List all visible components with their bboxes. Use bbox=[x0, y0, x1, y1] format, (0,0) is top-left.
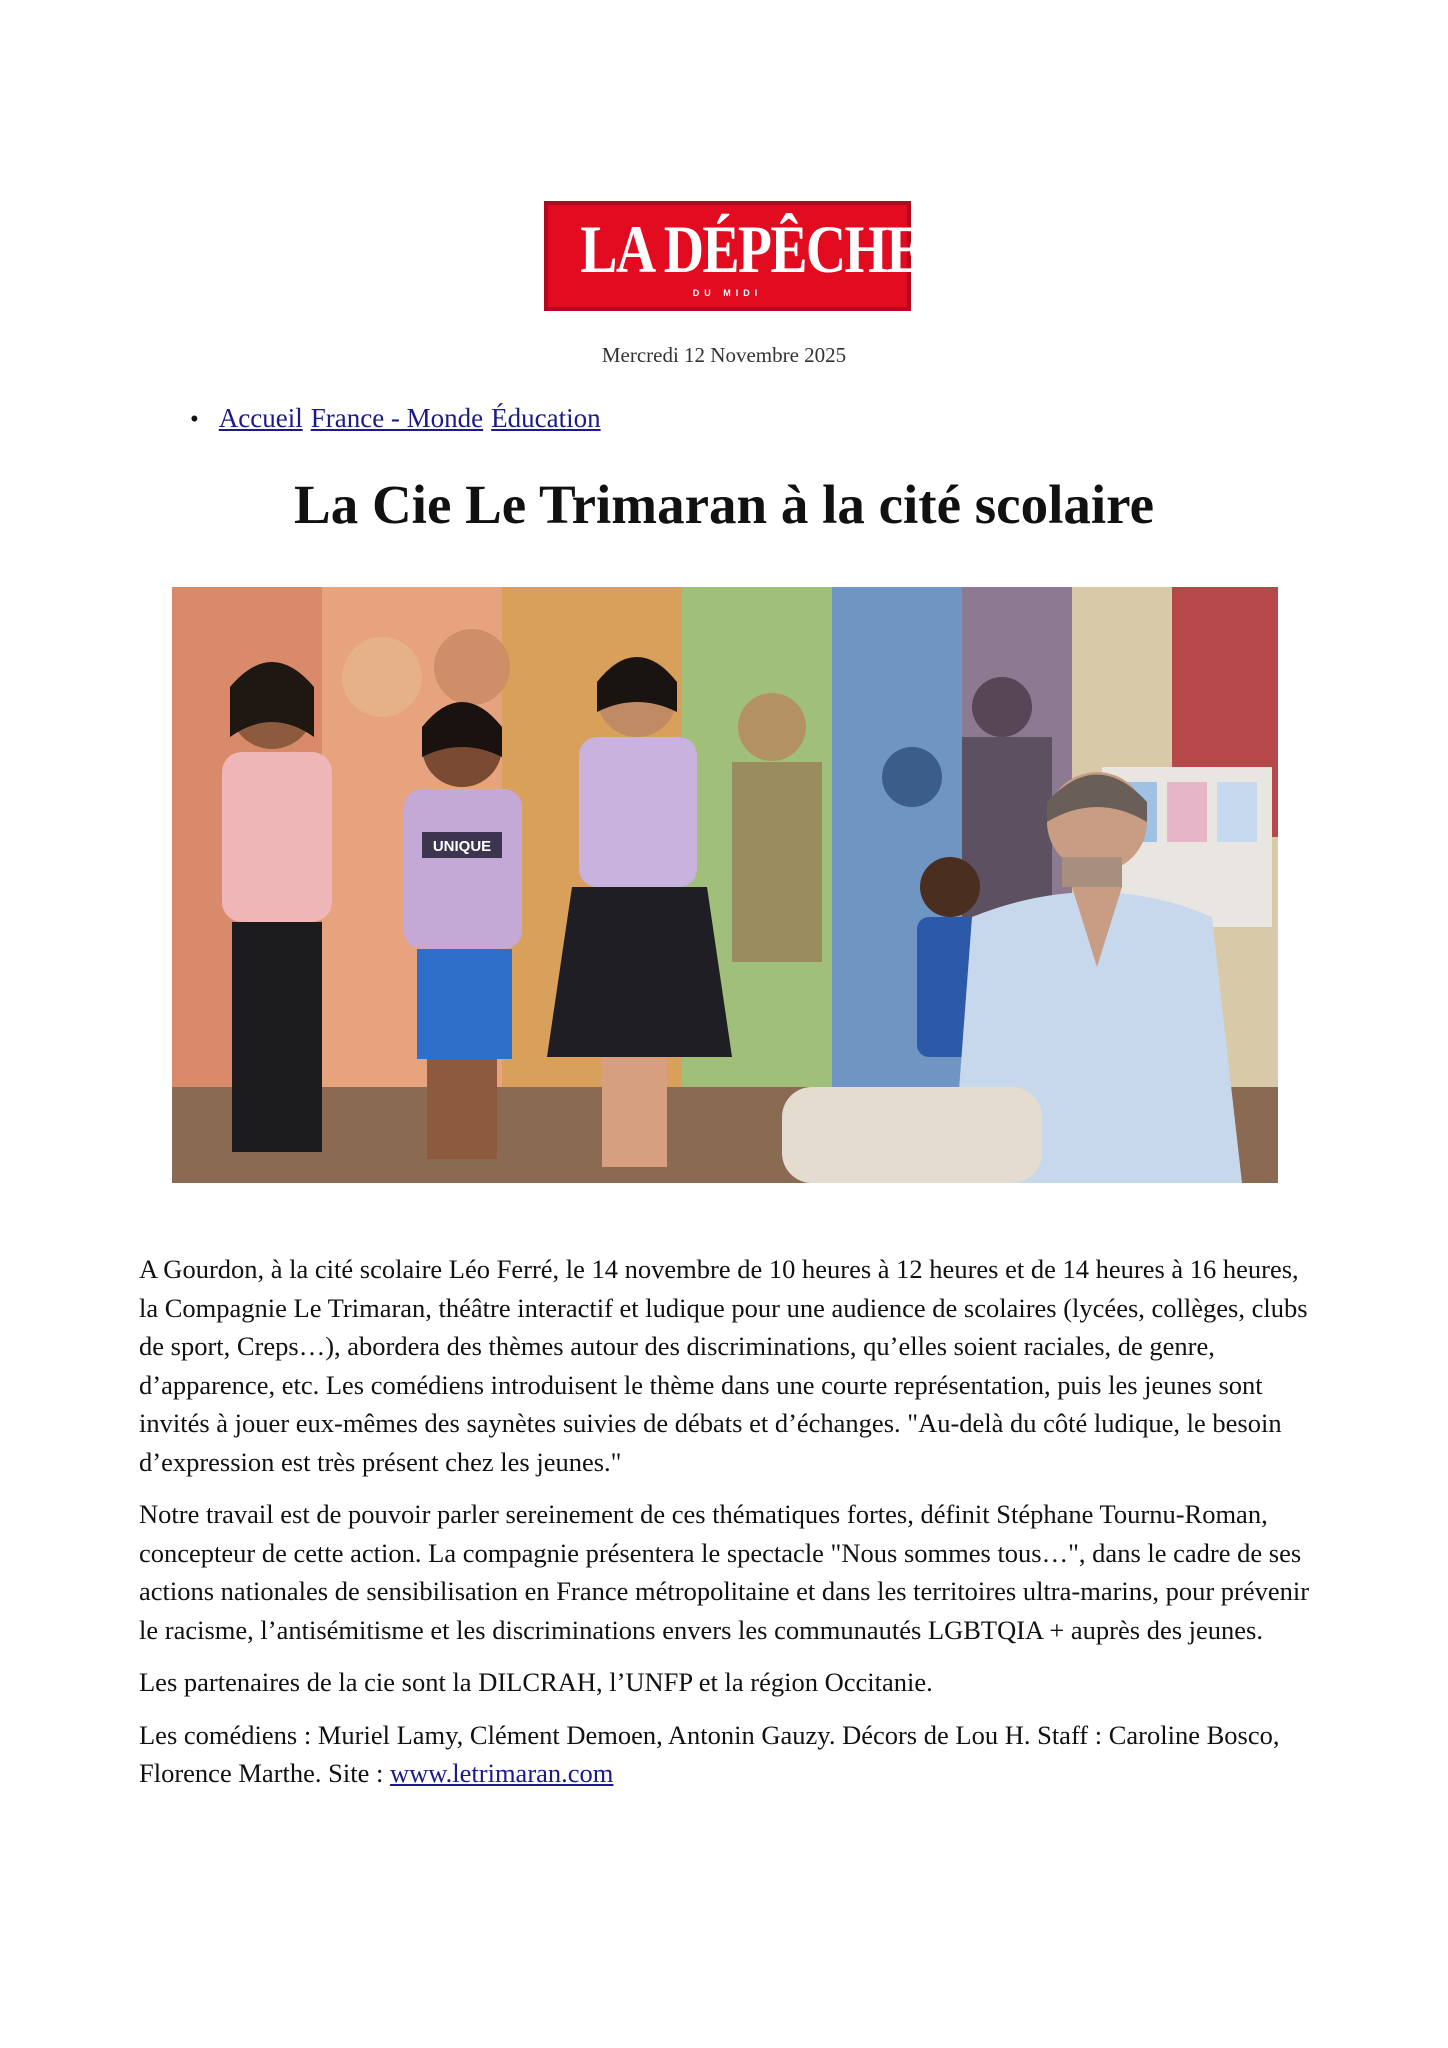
publication-date: Mercredi 12 Novembre 2025 bbox=[601, 343, 847, 367]
logo-text: LA DÉPÊCHE bbox=[580, 211, 922, 287]
article-paragraph: Notre travail est de pouvoir parler sereinement de ces thématiques fortes, définit Stéphane Tournu-Roman, concepteur de cette action. La compagnie présentera le spectacle "Nous sommes tous…", dans le cadre de ses actions nationales de sensibilisation en France métropolitaine et dans les territoires ultra-marins, pour prévenir le racisme, l’antisémitisme et les discriminations envers les communautés LGBTQIA + auprès des jeunes. bbox=[139, 1499, 1310, 1645]
article-paragraph: Les partenaires de la cie sont la DILCRAH, l’UNFP et la région Occitanie. bbox=[139, 1667, 933, 1697]
article-photo bbox=[172, 587, 1278, 1183]
article-credits bbox=[139, 1716, 1311, 1793]
breadcrumb bbox=[190, 403, 609, 434]
logo-subtitle: DU MIDI bbox=[692, 288, 763, 298]
newspaper-logo bbox=[544, 201, 922, 311]
credits-text: Les comédiens : Muriel Lamy, Clément Demoen, Antonin Gauzy. Décors de Lou H. Staff : Caroline Bosco, Florence Marthe. Site : bbox=[139, 1719, 1280, 1788]
breadcrumb-link-france-monde[interactable]: France - Monde bbox=[310, 403, 484, 433]
site-link[interactable]: www.letrimaran.com bbox=[389, 1758, 614, 1788]
article-body bbox=[139, 1250, 1311, 1807]
bullet-icon: • bbox=[190, 406, 199, 433]
article-title: La Cie Le Trimaran à la cité scolaire bbox=[294, 474, 1154, 535]
breadcrumb-link-accueil[interactable]: Accueil bbox=[218, 403, 303, 433]
breadcrumb-link-education[interactable]: Éducation bbox=[491, 403, 601, 433]
photo-shirt-text: UNIQUE bbox=[432, 838, 492, 855]
article-paragraph: A Gourdon, à la cité scolaire Léo Ferré, le 14 novembre de 10 heures à 12 heures et de 14 heures à 16 heures, la Compagnie Le Trimaran, théâtre interactif et ludique pour une audience de scolaires (lycées, collèges, clubs de sport, Creps…), abordera des thèmes autour des discriminations, qu’elles soient raciales, de genre, d’apparence, etc. Les comédiens introduisent le thème dans une courte représentation, puis les jeunes sont invités à jouer eux-mêmes des saynètes suivies de débats et d’échanges. "Au-delà du côté ludique, le besoin d’expression est très présent chez les jeunes." bbox=[139, 1254, 1308, 1477]
